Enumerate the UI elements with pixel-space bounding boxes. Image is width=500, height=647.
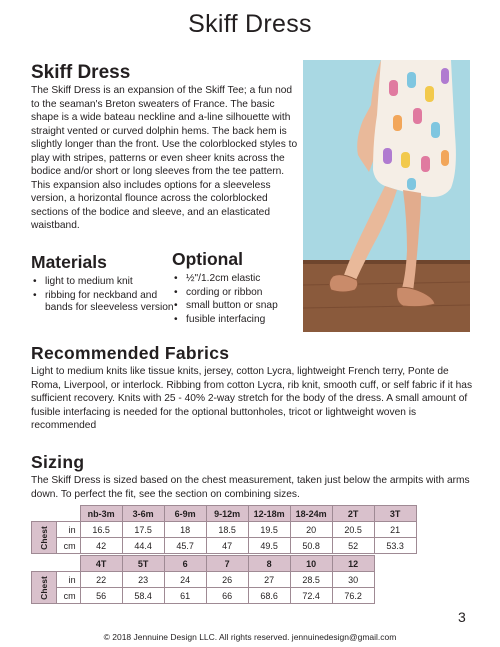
table-cell: 44.4	[122, 538, 164, 554]
table-cell: 19.5	[248, 522, 290, 538]
table-cell: 20.5	[332, 522, 374, 538]
size-header: 2T	[332, 506, 374, 522]
sizing-heading: Sizing	[31, 452, 85, 472]
size-header: 3-6m	[122, 506, 164, 522]
page-title: Skiff Dress	[188, 10, 312, 38]
unit-label: cm	[56, 588, 80, 604]
size-header: 8	[248, 556, 290, 572]
table-cell: 18	[164, 522, 206, 538]
chest-label: Chest	[32, 522, 57, 554]
table-header-row	[32, 506, 417, 522]
table-cell: 24	[164, 572, 206, 588]
size-header: 10	[290, 556, 332, 572]
table-cell: 58.4	[122, 588, 164, 604]
table-cell: 66	[206, 588, 248, 604]
table-cell: 16.5	[80, 522, 122, 538]
intro-paragraph: The Skiff Dress is an expansion of the Skiff Tee; a fun nod to the seaman's Breton sweaters of France. The basic shape is a wide bateau neckline and a-line silhouette with straight vented or curved dolphin hems. The back hem is slightly longer than the front. Use the colorblocked styles to play with stripes, patterns or even sheer knits across the bodice and/or short or long sleeves from the tee pattern. This expansion also includes options for a sleeveless version, a horizontal flounce across the colorblocked sections of the bodice and sleeve, and an elasticated waistband.	[31, 85, 298, 231]
table-row	[32, 522, 417, 538]
table-cell: 22	[80, 572, 122, 588]
table-cell: 47	[206, 538, 248, 554]
materials-list	[31, 276, 181, 316]
footer-copyright: © 2018 Jennuine Design LLC. All rights reserved. jennuinedesign@gmail.com	[103, 632, 397, 642]
fabrics-heading: Recommended Fabrics	[31, 343, 230, 363]
table-cell: 53.3	[374, 538, 416, 554]
table-cell: 20	[290, 522, 332, 538]
optional-heading: Optional	[172, 249, 243, 269]
size-header: 3T	[374, 506, 416, 522]
table-row	[32, 572, 375, 588]
materials-heading: Materials	[31, 252, 107, 272]
table-cell: 26	[206, 572, 248, 588]
table-cell: 76.2	[332, 588, 374, 604]
table-cell: 61	[164, 588, 206, 604]
list-item: • small button or snap	[172, 300, 300, 313]
intro-heading: Skiff Dress	[31, 62, 131, 83]
size-header: 9-12m	[206, 506, 248, 522]
size-table-infant	[31, 505, 417, 554]
table-cell: 42	[80, 538, 122, 554]
page-number: 3	[458, 609, 466, 625]
table-cell: 68.6	[248, 588, 290, 604]
table-header-row	[32, 556, 375, 572]
size-header: 12	[332, 556, 374, 572]
fabrics-paragraph: Light to medium knits like tissue knits, jersey, cotton Lycra, lightweight French terry, Ponte de Roma, Liverpool, or interlock. Ribbing from cotton Lycra, rib knit, smooth cuff, or self fabric if it has sufficient recovery. Knits with 25 - 40% 2-way stretch for the body of the dress. A small amount of fusible interfacing is needed for the optional buttonholes, tricot or lightweight woven is recommended	[31, 366, 473, 431]
sizing-paragraph: The Skiff Dress is sized based on the chest measurement, taken just below the armpits with arms down. To perfect the fit, see the section on combining sizes.	[31, 475, 470, 500]
table-cell: 23	[122, 572, 164, 588]
size-header: 12-18m	[248, 506, 290, 522]
table-cell: 72.4	[290, 588, 332, 604]
table-cell: 52	[332, 538, 374, 554]
table-cell: 18.5	[206, 522, 248, 538]
size-header: 5T	[122, 556, 164, 572]
table-cell: 30	[332, 572, 374, 588]
list-item: • ribbing for neckband and bands for sleeveless version	[31, 290, 181, 315]
table-cell: 45.7	[164, 538, 206, 554]
list-item: • fusible interfacing	[172, 314, 300, 327]
table-cell: 28.5	[290, 572, 332, 588]
size-header: 6	[164, 556, 206, 572]
table-cell: 56	[80, 588, 122, 604]
table-cell: 27	[248, 572, 290, 588]
size-table-child	[31, 555, 375, 604]
table-cell: 21	[374, 522, 416, 538]
list-item: • light to medium knit	[31, 276, 181, 289]
list-item: • ½"/1.2cm elastic	[172, 273, 300, 286]
list-item: • cording or ribbon	[172, 287, 300, 300]
size-header: nb-3m	[80, 506, 122, 522]
table-cell: 49.5	[248, 538, 290, 554]
size-header: 7	[206, 556, 248, 572]
chest-label: Chest	[32, 572, 57, 604]
table-row	[32, 588, 375, 604]
size-header: 6-9m	[164, 506, 206, 522]
size-header: 18-24m	[290, 506, 332, 522]
optional-list	[172, 273, 300, 327]
unit-label: in	[56, 522, 80, 538]
table-cell: 17.5	[122, 522, 164, 538]
table-row	[32, 538, 417, 554]
size-header: 4T	[80, 556, 122, 572]
unit-label: in	[56, 572, 80, 588]
unit-label: cm	[56, 538, 80, 554]
product-photo	[303, 60, 470, 332]
table-cell: 50.8	[290, 538, 332, 554]
